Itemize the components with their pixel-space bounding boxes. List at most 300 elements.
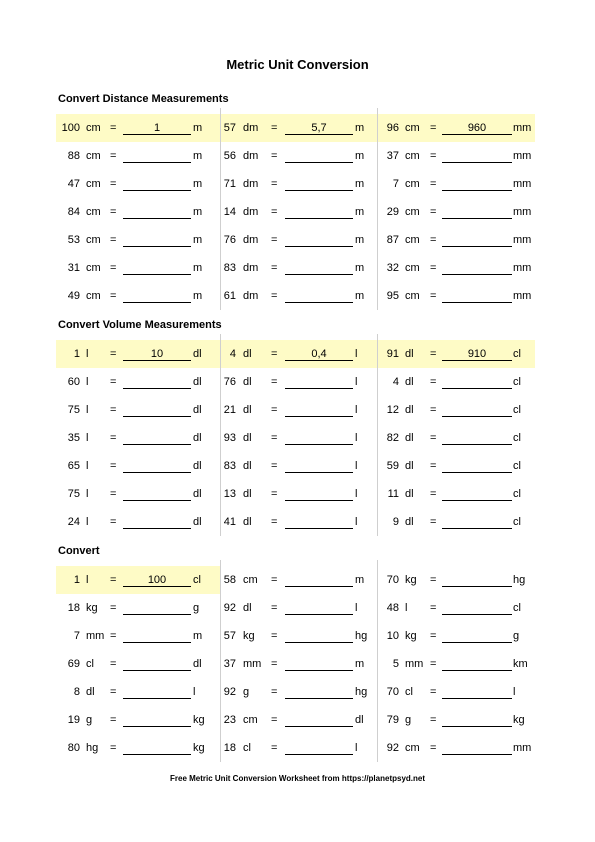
to-unit: dl	[193, 404, 202, 416]
conversion-problem	[221, 282, 378, 310]
conversion-problem	[56, 452, 221, 480]
answer-blank[interactable]	[442, 658, 512, 671]
equals-sign: =	[271, 404, 278, 416]
from-unit: cm	[405, 150, 420, 162]
from-unit: dm	[243, 150, 259, 162]
to-unit: hg	[355, 630, 368, 642]
conversion-problem	[378, 170, 535, 198]
answer-example: 910	[442, 348, 512, 361]
to-unit: mm	[513, 178, 532, 190]
answer-blank[interactable]	[123, 178, 191, 191]
problem-value: 10	[386, 630, 399, 642]
problem-value: 96	[386, 122, 399, 134]
equals-sign: =	[271, 574, 278, 586]
from-unit: dl	[243, 376, 252, 388]
conversion-problem	[221, 198, 378, 226]
problem-value: 60	[67, 376, 80, 388]
equals-sign: =	[271, 602, 278, 614]
from-unit: dl	[243, 602, 252, 614]
answer-blank[interactable]	[442, 432, 512, 445]
conversion-problem	[56, 622, 221, 650]
to-unit: l	[193, 686, 196, 698]
problem-value: 95	[386, 290, 399, 302]
from-unit: dm	[243, 206, 259, 218]
from-unit: cm	[86, 122, 101, 134]
equals-sign: =	[110, 348, 117, 360]
answer-example: 1	[123, 122, 191, 135]
to-unit: m	[193, 262, 203, 274]
conversion-problem	[221, 480, 378, 508]
problem-value: 59	[386, 460, 399, 472]
to-unit: mm	[513, 234, 532, 246]
from-unit: cm	[86, 262, 101, 274]
conversion-problem	[56, 480, 221, 508]
to-unit: dl	[355, 714, 364, 726]
answer-example: 100	[123, 574, 191, 587]
equals-sign: =	[110, 658, 117, 670]
from-unit: dm	[243, 290, 259, 302]
from-unit: dl	[243, 516, 252, 528]
conversion-problem	[221, 340, 378, 368]
from-unit: dl	[86, 686, 95, 698]
equals-sign: =	[110, 714, 117, 726]
to-unit: l	[355, 488, 358, 500]
problem-value: 75	[67, 404, 80, 416]
from-unit: dl	[243, 488, 252, 500]
answer-blank[interactable]	[442, 516, 512, 529]
answer-blank[interactable]	[123, 234, 191, 247]
answer-blank[interactable]	[442, 376, 512, 389]
problem-value: 41	[223, 516, 236, 528]
section-title: Convert Distance Measurements	[58, 93, 229, 105]
problem-value: 19	[67, 714, 80, 726]
equals-sign: =	[430, 150, 437, 162]
conversion-problem	[378, 594, 535, 622]
from-unit: mm	[86, 630, 105, 642]
answer-blank[interactable]	[123, 488, 191, 501]
answer-blank[interactable]	[123, 432, 191, 445]
problem-value: 23	[223, 714, 236, 726]
problem-value: 56	[223, 150, 236, 162]
answer-blank[interactable]	[285, 714, 353, 727]
conversion-problem	[221, 706, 378, 734]
from-unit: l	[86, 460, 89, 472]
from-unit: g	[86, 714, 93, 726]
equals-sign: =	[271, 262, 278, 274]
from-unit: kg	[243, 630, 255, 642]
to-unit: m	[193, 150, 203, 162]
from-unit: mm	[243, 658, 262, 670]
answer-blank[interactable]	[285, 206, 353, 219]
problem-value: 83	[223, 460, 236, 472]
conversion-problem	[378, 706, 535, 734]
problem-value: 79	[386, 714, 399, 726]
answer-blank[interactable]	[285, 460, 353, 473]
problem-value: 53	[67, 234, 80, 246]
answer-blank[interactable]	[442, 686, 512, 699]
from-unit: l	[86, 376, 89, 388]
equals-sign: =	[271, 122, 278, 134]
to-unit: kg	[193, 714, 205, 726]
equals-sign: =	[110, 516, 117, 528]
from-unit: l	[86, 404, 89, 416]
answer-blank[interactable]	[123, 658, 191, 671]
problem-value: 37	[223, 658, 236, 670]
answer-blank[interactable]	[442, 404, 512, 417]
conversion-problem	[221, 424, 378, 452]
from-unit: hg	[86, 742, 99, 754]
from-unit: dm	[243, 122, 259, 134]
conversion-problem	[378, 566, 535, 594]
from-unit: cm	[243, 574, 258, 586]
from-unit: dl	[405, 348, 414, 360]
equals-sign: =	[271, 150, 278, 162]
equals-sign: =	[271, 460, 278, 472]
equals-sign: =	[430, 686, 437, 698]
conversion-problem	[378, 622, 535, 650]
problem-value: 80	[67, 742, 80, 754]
problem-value: 37	[386, 150, 399, 162]
from-unit: cm	[86, 290, 101, 302]
equals-sign: =	[271, 742, 278, 754]
answer-blank[interactable]	[123, 460, 191, 473]
to-unit: g	[513, 630, 520, 642]
equals-sign: =	[430, 376, 437, 388]
conversion-problem	[378, 650, 535, 678]
problem-value: 4	[229, 348, 236, 360]
answer-blank[interactable]	[123, 206, 191, 219]
problem-value: 12	[386, 404, 399, 416]
equals-sign: =	[271, 206, 278, 218]
answer-blank[interactable]	[442, 234, 512, 247]
equals-sign: =	[271, 658, 278, 670]
conversion-problem	[221, 254, 378, 282]
to-unit: m	[193, 206, 203, 218]
from-unit: dl	[405, 516, 414, 528]
equals-sign: =	[110, 432, 117, 444]
to-unit: m	[193, 122, 203, 134]
equals-sign: =	[430, 432, 437, 444]
answer-blank[interactable]	[442, 630, 512, 643]
from-unit: dl	[243, 432, 252, 444]
answer-blank[interactable]	[285, 262, 353, 275]
answer-blank[interactable]	[285, 516, 353, 529]
conversion-problem	[378, 396, 535, 424]
conversion-problem	[378, 340, 535, 368]
equals-sign: =	[430, 178, 437, 190]
from-unit: dm	[243, 262, 259, 274]
problem-value: 88	[67, 150, 80, 162]
equals-sign: =	[430, 516, 437, 528]
problem-value: 87	[386, 234, 399, 246]
conversion-problem	[378, 198, 535, 226]
conversion-problem	[56, 594, 221, 622]
problem-value: 32	[386, 262, 399, 274]
problem-value: 4	[392, 376, 399, 388]
answer-blank[interactable]	[123, 516, 191, 529]
to-unit: m	[193, 290, 203, 302]
answer-blank[interactable]	[442, 488, 512, 501]
to-unit: cl	[513, 602, 521, 614]
to-unit: cl	[513, 348, 521, 360]
equals-sign: =	[110, 742, 117, 754]
to-unit: m	[193, 178, 203, 190]
answer-blank[interactable]	[123, 686, 191, 699]
equals-sign: =	[271, 178, 278, 190]
to-unit: g	[193, 602, 200, 614]
conversion-problem	[221, 622, 378, 650]
to-unit: mm	[513, 290, 532, 302]
answer-blank[interactable]	[442, 714, 512, 727]
answer-blank[interactable]	[285, 234, 353, 247]
problem-value: 13	[223, 488, 236, 500]
problem-value: 91	[386, 348, 399, 360]
problem-value: 65	[67, 460, 80, 472]
conversion-problem	[378, 142, 535, 170]
answer-blank[interactable]	[123, 714, 191, 727]
equals-sign: =	[271, 630, 278, 642]
answer-blank[interactable]	[285, 686, 353, 699]
from-unit: cm	[86, 150, 101, 162]
problem-value: 8	[73, 686, 80, 698]
answer-blank[interactable]	[285, 488, 353, 501]
to-unit: l	[355, 432, 358, 444]
equals-sign: =	[110, 686, 117, 698]
to-unit: m	[355, 234, 365, 246]
problem-value: 83	[223, 262, 236, 274]
answer-blank[interactable]	[285, 630, 353, 643]
from-unit: kg	[405, 574, 417, 586]
from-unit: cm	[405, 262, 420, 274]
from-unit: cm	[86, 178, 101, 190]
answer-example: 0,4	[285, 348, 353, 361]
problem-value: 18	[223, 742, 236, 754]
equals-sign: =	[110, 488, 117, 500]
answer-blank[interactable]	[285, 376, 353, 389]
answer-blank[interactable]	[442, 206, 512, 219]
conversion-problem	[221, 114, 378, 142]
to-unit: km	[513, 658, 528, 670]
equals-sign: =	[271, 714, 278, 726]
answer-blank[interactable]	[442, 602, 512, 615]
to-unit: m	[355, 122, 365, 134]
equals-sign: =	[271, 488, 278, 500]
equals-sign: =	[110, 404, 117, 416]
equals-sign: =	[110, 150, 117, 162]
to-unit: l	[513, 686, 516, 698]
conversion-problem	[221, 396, 378, 424]
equals-sign: =	[430, 290, 437, 302]
from-unit: kg	[405, 630, 417, 642]
equals-sign: =	[430, 742, 437, 754]
from-unit: cl	[86, 658, 94, 670]
answer-blank[interactable]	[123, 602, 191, 615]
answer-blank[interactable]	[123, 262, 191, 275]
conversion-problem	[378, 508, 535, 536]
conversion-problem	[378, 734, 535, 762]
to-unit: mm	[513, 742, 532, 754]
problem-value: 1	[73, 574, 80, 586]
to-unit: dl	[193, 432, 202, 444]
to-unit: dl	[193, 348, 202, 360]
from-unit: l	[405, 602, 408, 614]
problem-value: 69	[67, 658, 80, 670]
to-unit: dl	[193, 488, 202, 500]
to-unit: hg	[513, 574, 526, 586]
equals-sign: =	[271, 686, 278, 698]
from-unit: cm	[405, 178, 420, 190]
equals-sign: =	[430, 404, 437, 416]
from-unit: dl	[405, 376, 414, 388]
from-unit: g	[405, 714, 412, 726]
answer-example: 960	[442, 122, 512, 135]
from-unit: cm	[243, 714, 258, 726]
to-unit: dl	[193, 516, 202, 528]
problem-value: 7	[73, 630, 80, 642]
from-unit: cm	[405, 206, 420, 218]
to-unit: cl	[513, 460, 521, 472]
answer-blank[interactable]	[123, 150, 191, 163]
from-unit: kg	[86, 602, 98, 614]
conversion-problem	[56, 368, 221, 396]
answer-blank[interactable]	[442, 262, 512, 275]
from-unit: dl	[405, 432, 414, 444]
answer-blank[interactable]	[442, 150, 512, 163]
to-unit: dl	[193, 658, 202, 670]
problem-value: 92	[223, 602, 236, 614]
equals-sign: =	[430, 574, 437, 586]
to-unit: l	[355, 376, 358, 388]
equals-sign: =	[430, 602, 437, 614]
answer-blank[interactable]	[442, 574, 512, 587]
problem-value: 84	[67, 206, 80, 218]
conversion-problem	[56, 706, 221, 734]
answer-blank[interactable]	[285, 404, 353, 417]
answer-blank[interactable]	[123, 404, 191, 417]
problem-value: 48	[386, 602, 399, 614]
answer-blank[interactable]	[442, 290, 512, 303]
from-unit: l	[86, 348, 89, 360]
to-unit: dl	[193, 376, 202, 388]
problem-value: 49	[67, 290, 80, 302]
answer-blank[interactable]	[285, 602, 353, 615]
equals-sign: =	[430, 658, 437, 670]
to-unit: m	[355, 178, 365, 190]
to-unit: l	[355, 460, 358, 472]
answer-blank[interactable]	[123, 742, 191, 755]
from-unit: dm	[243, 178, 259, 190]
problem-value: 82	[386, 432, 399, 444]
answer-blank[interactable]	[123, 630, 191, 643]
conversion-problem	[221, 170, 378, 198]
to-unit: mm	[513, 262, 532, 274]
conversion-problem	[221, 452, 378, 480]
conversion-problem	[378, 452, 535, 480]
conversion-problem	[221, 226, 378, 254]
problem-value: 76	[223, 234, 236, 246]
from-unit: dl	[243, 460, 252, 472]
to-unit: l	[355, 516, 358, 528]
problem-value: 21	[223, 404, 236, 416]
answer-blank[interactable]	[285, 432, 353, 445]
conversion-problem	[221, 678, 378, 706]
answer-blank[interactable]	[442, 178, 512, 191]
equals-sign: =	[271, 516, 278, 528]
conversion-problem	[56, 340, 221, 368]
answer-blank[interactable]	[285, 658, 353, 671]
answer-blank[interactable]	[442, 460, 512, 473]
conversion-problem	[378, 678, 535, 706]
equals-sign: =	[430, 262, 437, 274]
problem-value: 61	[223, 290, 236, 302]
problem-value: 70	[386, 574, 399, 586]
answer-blank[interactable]	[123, 290, 191, 303]
problem-value: 57	[223, 630, 236, 642]
problem-value: 14	[223, 206, 236, 218]
answer-example: 10	[123, 348, 191, 361]
equals-sign: =	[430, 122, 437, 134]
problem-value: 9	[392, 516, 399, 528]
problem-value: 71	[223, 178, 236, 190]
equals-sign: =	[430, 348, 437, 360]
from-unit: cm	[405, 290, 420, 302]
to-unit: l	[355, 742, 358, 754]
from-unit: cm	[405, 122, 420, 134]
problem-value: 5	[392, 658, 399, 670]
from-unit: l	[86, 432, 89, 444]
problem-value: 92	[386, 742, 399, 754]
to-unit: m	[355, 574, 365, 586]
equals-sign: =	[110, 602, 117, 614]
equals-sign: =	[430, 714, 437, 726]
problem-value: 70	[386, 686, 399, 698]
answer-blank[interactable]	[285, 150, 353, 163]
to-unit: m	[355, 206, 365, 218]
from-unit: l	[86, 488, 89, 500]
from-unit: dl	[405, 404, 414, 416]
problem-value: 57	[223, 122, 236, 134]
problem-value: 18	[67, 602, 80, 614]
conversion-problem	[56, 198, 221, 226]
conversion-problem	[378, 424, 535, 452]
to-unit: m	[355, 262, 365, 274]
conversion-problem	[56, 396, 221, 424]
answer-blank[interactable]	[285, 574, 353, 587]
to-unit: hg	[355, 686, 368, 698]
answer-blank[interactable]	[442, 742, 512, 755]
problem-value: 1	[73, 348, 80, 360]
answer-blank[interactable]	[285, 178, 353, 191]
problem-value: 47	[67, 178, 80, 190]
problem-value: 31	[67, 262, 80, 274]
conversion-problem	[56, 170, 221, 198]
from-unit: cl	[405, 686, 413, 698]
conversion-problem	[378, 368, 535, 396]
conversion-problem	[56, 424, 221, 452]
conversion-problem	[56, 678, 221, 706]
answer-example: 5,7	[285, 122, 353, 135]
to-unit: l	[355, 348, 358, 360]
answer-blank[interactable]	[123, 376, 191, 389]
to-unit: m	[355, 658, 365, 670]
section-title: Convert	[58, 545, 100, 557]
answer-blank[interactable]	[285, 290, 353, 303]
from-unit: dl	[243, 348, 252, 360]
answer-blank[interactable]	[285, 742, 353, 755]
conversion-problem	[221, 508, 378, 536]
equals-sign: =	[271, 234, 278, 246]
equals-sign: =	[110, 122, 117, 134]
